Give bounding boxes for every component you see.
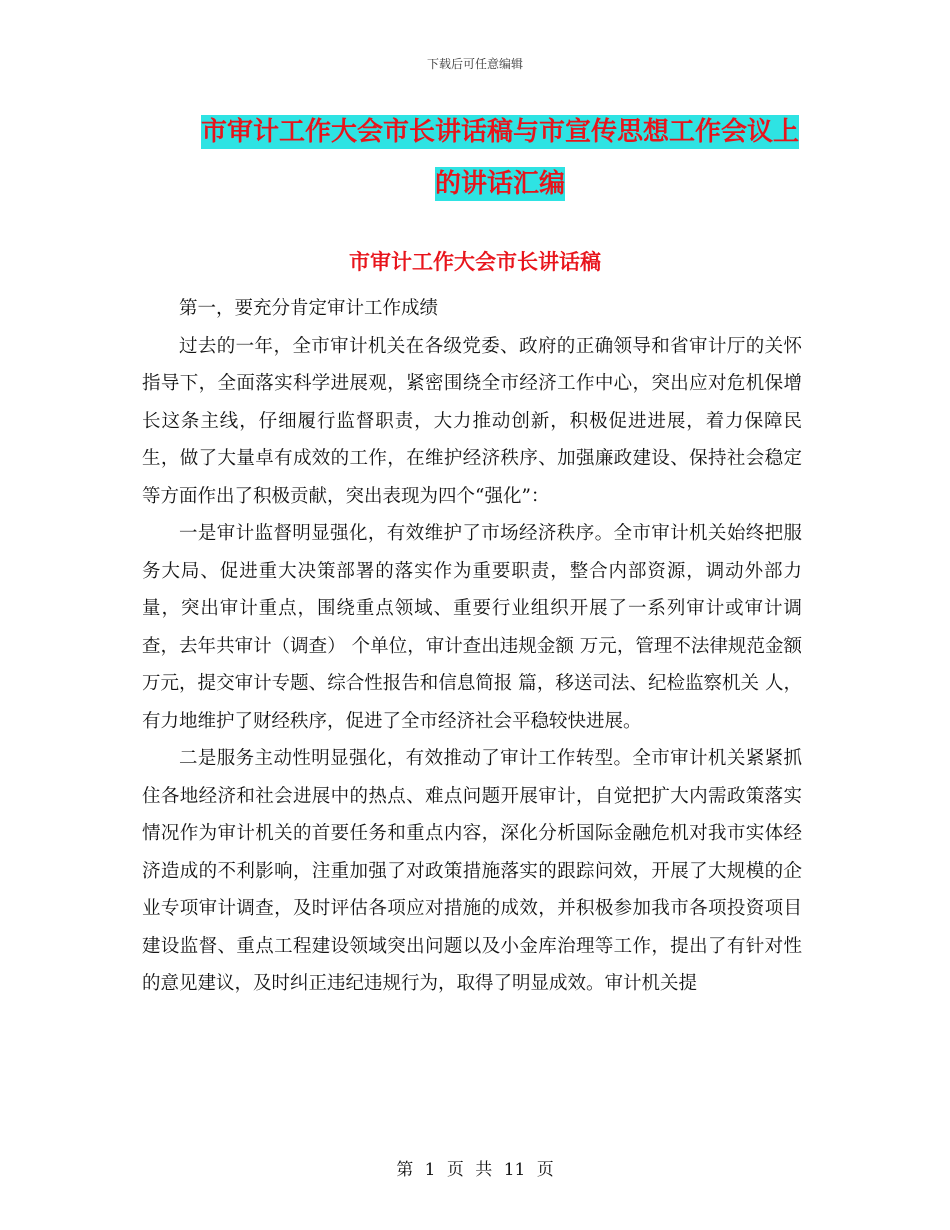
document-body bbox=[142, 290, 802, 1003]
page-number-footer: 第 1 页 共 11 页 bbox=[396, 1160, 554, 1180]
paragraph: 二是服务主动性明显强化，有效推动了审计工作转型。全市审计机关紧紧抓住各地经济和社会进展中的热点、难点问题开展审计，自觉把扩大内需政策落实情况作为审计机关的首要任务和重点内容，深化分析国际金融危机对我市实体经济造成的不利影响，注重加强了对政策措施落实的跟踪问效，开展了大规模的企业专项审计调查，及时评估各项应对措施的成效，并积极参加我市各项投资项目建设监督、重点工程建设领域突出问题以及小金库治理等工作，提出了有针对性的意见建议，及时纠正违纪违规行为，取得了明显成效。审计机关提 bbox=[142, 748, 802, 994]
paragraph-heading: 第一，要充分肯定审计工作成绩 bbox=[179, 298, 439, 319]
document-title-line-1: 市审计工作大会市长讲话稿与市宣传思想工作会议上 bbox=[200, 117, 799, 147]
document-title bbox=[150, 106, 850, 210]
section-title: 市审计工作大会市长讲话稿 bbox=[349, 250, 601, 274]
page-header-note: 下载后可任意编辑 bbox=[426, 57, 523, 71]
document-title-line-2: 的讲话汇编 bbox=[434, 169, 565, 199]
paragraph: 一是审计监督明显强化，有效维护了市场经济秩序。全市审计机关始终把服务大局、促进重大决策部署的落实作为重要职责，整合内部资源，调动外部力量，突出审计重点，围绕重点领域、重要行业组织开展了一系列审计或审计调查，去年共审计（调查） 个单位，审计查出违规金额 万元，管理不法律规范金额 万元，提交审计专题、综合性报告和信息简报 篇，移送司法、纪检监察机关 人，有力地维护了财经秩序，促进了全市经济社会平稳较快进展。 bbox=[142, 523, 802, 732]
paragraph: 过去的一年，全市审计机关在各级党委、政府的正确领导和省审计厅的关怀指导下，全面落实科学进展观，紧密围绕全市经济工作中心，突出应对危机保增长这条主线，仔细履行监督职责，大力推动创新，积极促进进展，着力保障民生，做了大量卓有成效的工作，在维护经济秩序、加强廉政建设、保持社会稳定等方面作出了积极贡献，突出表现为四个“强化”： bbox=[142, 335, 802, 507]
